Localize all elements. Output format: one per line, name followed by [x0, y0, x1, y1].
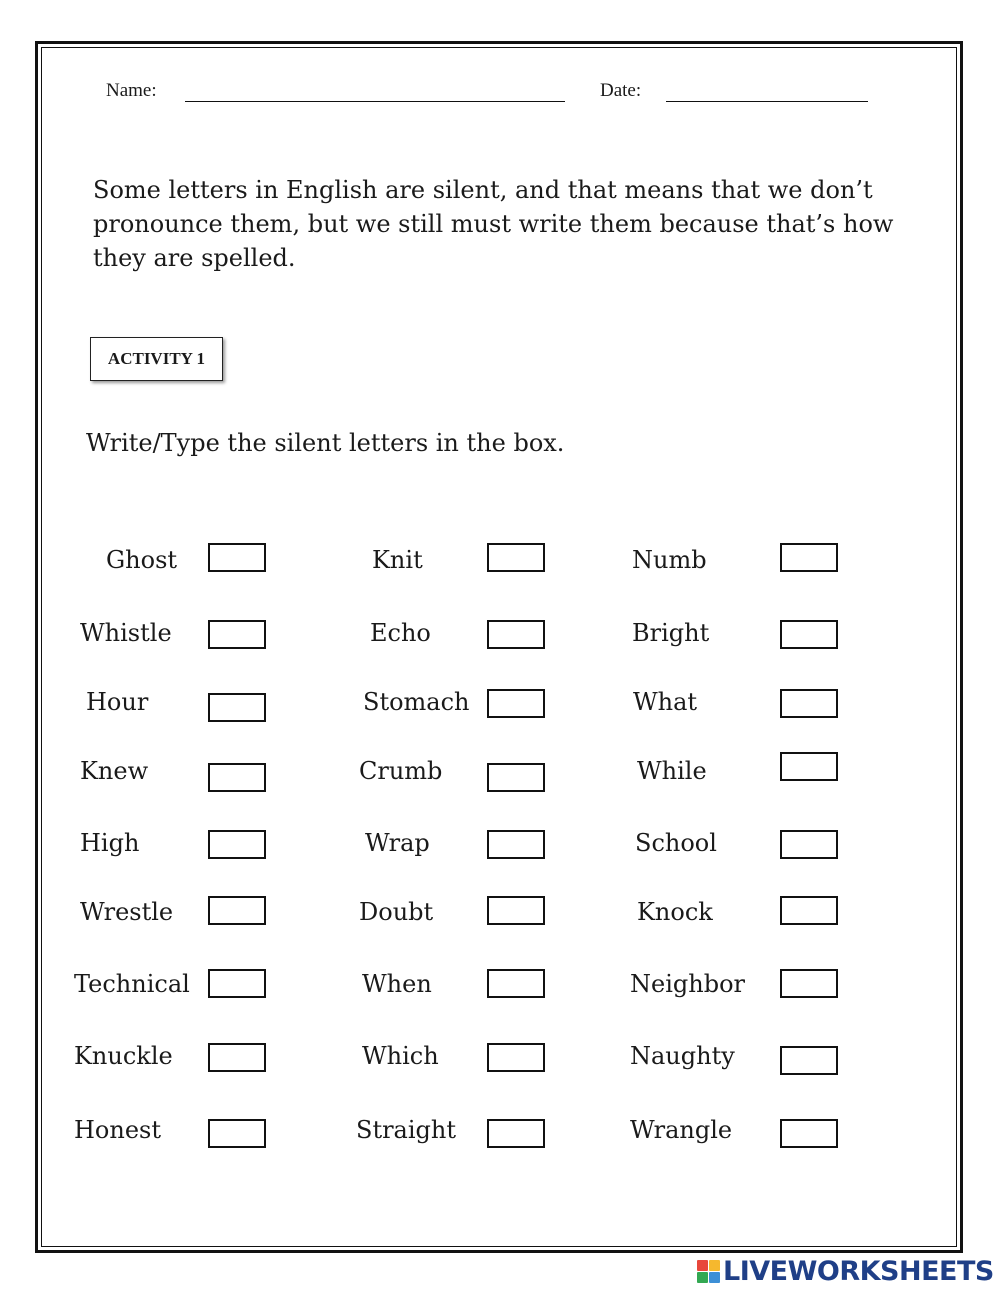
answer-box-wrap[interactable]	[487, 830, 545, 859]
name-field[interactable]	[185, 101, 565, 102]
word-wrangle: Wrangle	[630, 1116, 733, 1144]
word-straight: Straight	[356, 1116, 457, 1144]
word-bright: Bright	[632, 619, 710, 647]
word-which: Which	[362, 1042, 439, 1070]
word-high: High	[80, 829, 140, 857]
answer-box-bright[interactable]	[780, 620, 838, 649]
logo-square-green	[697, 1272, 708, 1283]
answer-box-numb[interactable]	[780, 543, 838, 572]
date-field[interactable]	[666, 101, 868, 102]
logo-square-red	[697, 1260, 708, 1271]
answer-box-doubt[interactable]	[487, 896, 545, 925]
answer-box-knew[interactable]	[208, 763, 266, 792]
word-numb: Numb	[632, 546, 707, 574]
answer-box-whistle[interactable]	[208, 620, 266, 649]
date-label: Date:	[600, 80, 642, 101]
word-what: What	[633, 688, 698, 716]
logo-square-yellow	[709, 1260, 720, 1271]
word-whistle: Whistle	[80, 619, 172, 647]
answer-box-high[interactable]	[208, 830, 266, 859]
answer-box-hour[interactable]	[208, 693, 266, 722]
word-crumb: Crumb	[359, 757, 443, 785]
answer-box-stomach[interactable]	[487, 689, 545, 718]
word-echo: Echo	[370, 619, 431, 647]
word-stomach: Stomach	[363, 688, 470, 716]
answer-box-honest[interactable]	[208, 1119, 266, 1148]
word-wrestle: Wrestle	[80, 898, 174, 926]
logo-square-blue	[709, 1272, 720, 1283]
word-when: When	[362, 970, 432, 998]
answer-box-crumb[interactable]	[487, 763, 545, 792]
word-technical: Technical	[74, 970, 190, 998]
word-honest: Honest	[74, 1116, 161, 1144]
liveworksheets-brand	[697, 1255, 994, 1287]
word-ghost: Ghost	[106, 546, 178, 574]
activity-title: ACTIVITY 1	[107, 349, 206, 368]
answer-box-which[interactable]	[487, 1043, 545, 1072]
word-neighbor: Neighbor	[630, 970, 745, 998]
word-knit: Knit	[372, 546, 423, 574]
answer-box-wrangle[interactable]	[780, 1119, 838, 1148]
word-knock: Knock	[637, 898, 713, 926]
answer-box-what[interactable]	[780, 689, 838, 718]
answer-box-knock[interactable]	[780, 896, 838, 925]
word-school: School	[635, 829, 717, 857]
answer-box-school[interactable]	[780, 830, 838, 859]
word-wrap: Wrap	[365, 829, 430, 857]
word-knuckle: Knuckle	[74, 1042, 173, 1070]
word-while: While	[637, 757, 707, 785]
answer-box-when[interactable]	[487, 969, 545, 998]
answer-box-straight[interactable]	[487, 1119, 545, 1148]
answer-box-technical[interactable]	[208, 969, 266, 998]
name-label: Name:	[106, 80, 157, 101]
answer-box-echo[interactable]	[487, 620, 545, 649]
activity-title-box	[90, 337, 223, 381]
answer-box-knuckle[interactable]	[208, 1043, 266, 1072]
word-naughty: Naughty	[630, 1042, 735, 1070]
word-hour: Hour	[86, 688, 149, 716]
answer-box-knit[interactable]	[487, 543, 545, 572]
answer-box-ghost[interactable]	[208, 543, 266, 572]
word-knew: Knew	[80, 757, 149, 785]
word-doubt: Doubt	[359, 898, 434, 926]
answer-box-while[interactable]	[780, 752, 838, 781]
answer-box-neighbor[interactable]	[780, 969, 838, 998]
brand-text: LIVEWORKSHEETS	[723, 1255, 994, 1287]
answer-box-wrestle[interactable]	[208, 896, 266, 925]
answer-box-naughty[interactable]	[780, 1046, 838, 1075]
liveworksheets-logo-icon	[697, 1260, 720, 1283]
instruction-text: Write/Type the silent letters in the box.	[86, 429, 565, 457]
intro-paragraph: Some letters in English are silent, and that means that we don’t pronounce them, but we still must write them because that’s how they are spelled.	[93, 176, 894, 272]
